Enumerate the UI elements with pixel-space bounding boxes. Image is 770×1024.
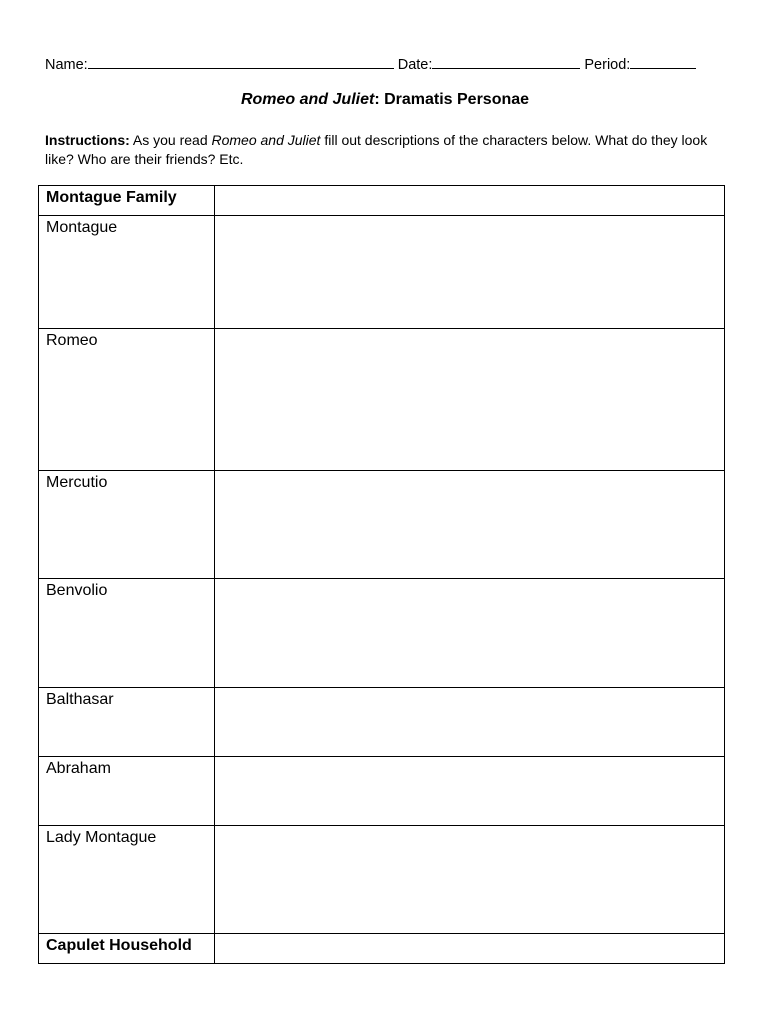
name-field[interactable] [88, 54, 394, 69]
character-name: Abraham [39, 757, 215, 826]
character-name: Benvolio [39, 579, 215, 688]
description-cell[interactable] [215, 934, 725, 964]
date-field[interactable] [432, 54, 580, 69]
character-name: Balthasar [39, 688, 215, 757]
title-play-name: Romeo and Juliet [240, 91, 375, 108]
instructions-text-before: As you read [129, 132, 212, 148]
section-heading: Montague Family [39, 186, 215, 216]
character-row [39, 216, 725, 329]
description-cell[interactable] [215, 186, 725, 216]
description-cell[interactable] [215, 471, 725, 579]
section-heading: Capulet Household [39, 934, 215, 964]
page-title [0, 91, 770, 109]
instructions-label: Instructions: [45, 132, 130, 148]
description-cell[interactable] [215, 329, 725, 471]
description-cell[interactable] [215, 216, 725, 329]
instructions-play-title: Romeo and Juliet [211, 132, 321, 148]
character-table [38, 185, 725, 964]
character-row [39, 471, 725, 579]
character-name: Mercutio [39, 471, 215, 579]
description-cell[interactable] [215, 579, 725, 688]
character-name: Montague [39, 216, 215, 329]
instructions-text-after: fill out descriptions of the characters below. What do they look like? Who are their friends? Etc. [45, 132, 708, 167]
character-row [39, 757, 725, 826]
student-info-line [45, 54, 725, 73]
character-row [39, 688, 725, 757]
character-row [39, 579, 725, 688]
character-name: Lady Montague [39, 826, 215, 934]
character-row [39, 826, 725, 934]
period-field[interactable] [630, 54, 696, 69]
character-name: Romeo [39, 329, 215, 471]
section-row-capulet [39, 934, 725, 964]
description-cell[interactable] [215, 757, 725, 826]
period-label: Period: [584, 57, 631, 73]
section-row-montague [39, 186, 725, 216]
description-cell[interactable] [215, 826, 725, 934]
instructions [45, 131, 715, 169]
description-cell[interactable] [215, 688, 725, 757]
character-row [39, 329, 725, 471]
title-rest: : Dramatis Personae [374, 91, 530, 108]
name-label: Name: [45, 57, 88, 73]
date-label: Date: [397, 57, 433, 73]
